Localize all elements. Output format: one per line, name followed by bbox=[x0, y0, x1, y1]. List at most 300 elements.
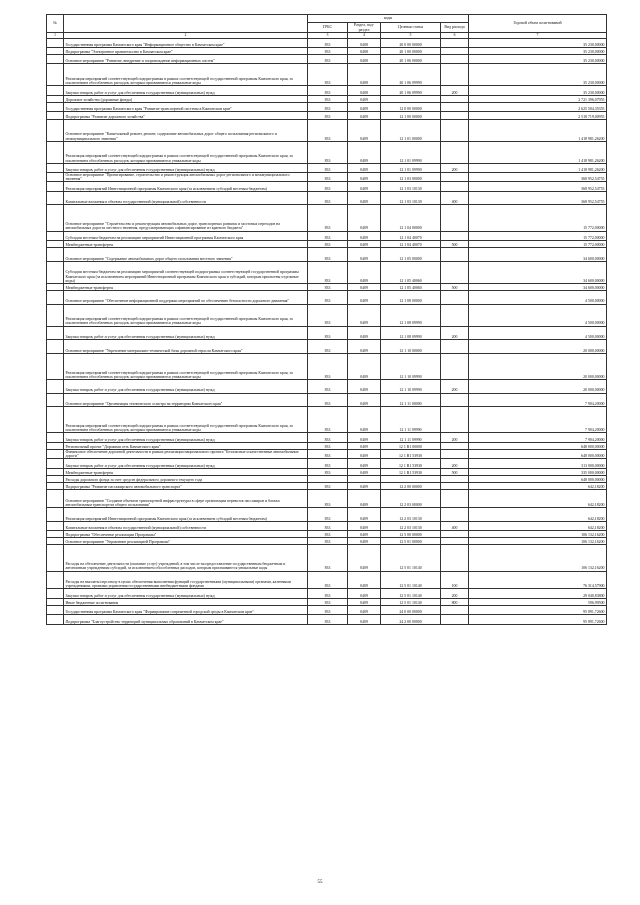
header-num: 4 bbox=[348, 33, 381, 39]
cell-razdel: 0409 bbox=[348, 340, 381, 354]
table-row bbox=[47, 304, 607, 326]
cell-name: Иные бюджетные ассигнования bbox=[64, 598, 308, 605]
cell-name: Основное мероприятие "Организация технического осмотра на территории Камчатского края" bbox=[64, 393, 308, 407]
cell-razdel: 0409 bbox=[348, 304, 381, 326]
cell-razdel: 0409 bbox=[348, 379, 381, 393]
cell-no bbox=[47, 119, 64, 141]
table-row bbox=[47, 379, 607, 393]
cell-razdel: 0408 bbox=[348, 55, 381, 64]
cell-razdel: 0409 bbox=[348, 449, 381, 458]
cell-expense-type bbox=[441, 261, 469, 283]
cell-no bbox=[47, 530, 64, 537]
cell-name: Основное мероприятие "Содержание автомобильных дорог общего пользования местного значения" bbox=[64, 248, 308, 262]
cell-grbs: 833 bbox=[308, 173, 348, 182]
cell-razdel: 0409 bbox=[348, 290, 381, 304]
cell-amount: 15 772,00000 bbox=[469, 205, 607, 231]
table-row bbox=[47, 393, 607, 407]
cell-amount: 34 600,00000 bbox=[469, 283, 607, 290]
cell-razdel: 0409 bbox=[348, 530, 381, 537]
cell-grbs: 833 bbox=[308, 407, 348, 433]
table-row bbox=[47, 55, 607, 64]
header-vr: Вид расхода bbox=[441, 23, 469, 33]
header-codes: коды bbox=[308, 15, 469, 23]
cell-name: Расходы дорожного фонда за счет средств федерального дорожного текущего года bbox=[64, 475, 308, 482]
cell-expense-type bbox=[441, 119, 469, 141]
cell-grbs: 833 bbox=[308, 38, 348, 47]
cell-amount: 368 952,54755 bbox=[469, 182, 607, 191]
cell-target-article: 12 1 10 09990 bbox=[381, 353, 441, 379]
cell-expense-type bbox=[441, 340, 469, 354]
cell-target-article: 12 1 04 40070 bbox=[381, 240, 441, 247]
cell-amount: 7 904,20000 bbox=[469, 407, 607, 433]
cell-expense-type: 400 bbox=[441, 191, 469, 205]
cell-target-article: 12 1 03 00000 bbox=[381, 173, 441, 182]
cell-amount: 1 418 981,26200 bbox=[469, 141, 607, 163]
cell-expense-type: 500 bbox=[441, 283, 469, 290]
cell-expense-type bbox=[441, 231, 469, 240]
cell-amount: 4 500,00000 bbox=[469, 304, 607, 326]
cell-razdel: 0409 bbox=[348, 119, 381, 141]
cell-razdel: 0409 bbox=[348, 393, 381, 407]
cell-expense-type bbox=[441, 538, 469, 545]
table-row bbox=[47, 163, 607, 172]
cell-target-article: 12 1 01 09990 bbox=[381, 141, 441, 163]
table-row bbox=[47, 326, 607, 340]
cell-amount: 642,18200 bbox=[469, 521, 607, 530]
header-sum: Годовой объем ассигнований bbox=[469, 15, 607, 33]
cell-grbs: 833 bbox=[308, 598, 348, 605]
header-num: 1 bbox=[47, 33, 64, 39]
cell-razdel: 0409 bbox=[348, 173, 381, 182]
table-row bbox=[47, 353, 607, 379]
table-row bbox=[47, 231, 607, 240]
cell-name: Закупка товаров, работ и услуг для обеспечения государственных (муниципальных) нужд bbox=[64, 433, 308, 442]
cell-amount: 1 418 981,26200 bbox=[469, 119, 607, 141]
cell-target-article: 12 2 03 10130 bbox=[381, 521, 441, 530]
cell-no bbox=[47, 615, 64, 624]
cell-no bbox=[47, 141, 64, 163]
cell-amount: 106 132,16200 bbox=[469, 538, 607, 545]
cell-name: Подпрограмма "Развитие дорожного хозяйства" bbox=[64, 112, 308, 119]
cell-expense-type bbox=[441, 205, 469, 231]
table-row bbox=[47, 173, 607, 182]
table-row bbox=[47, 459, 607, 468]
cell-expense-type bbox=[441, 475, 469, 482]
cell-target-article: 12 1 R1 00000 bbox=[381, 442, 441, 449]
cell-target-article: 12 1 05 40060 bbox=[381, 261, 441, 283]
table-row bbox=[47, 615, 607, 624]
table-row bbox=[47, 103, 607, 112]
table-row bbox=[47, 490, 607, 508]
cell-grbs: 833 bbox=[308, 86, 348, 95]
cell-amount: 368 952,54755 bbox=[469, 191, 607, 205]
cell-razdel: 0409 bbox=[348, 468, 381, 475]
header-no: № bbox=[47, 15, 64, 33]
cell-expense-type bbox=[441, 605, 469, 614]
cell-no bbox=[47, 248, 64, 262]
cell-name: Основное мероприятие "Укрепление материально-технической базы дорожной отрасли Камчатского края" bbox=[64, 340, 308, 354]
table-row bbox=[47, 449, 607, 458]
table-row bbox=[47, 407, 607, 433]
cell-grbs: 833 bbox=[308, 379, 348, 393]
cell-grbs: 833 bbox=[308, 64, 348, 86]
cell-no bbox=[47, 468, 64, 475]
table-row bbox=[47, 545, 607, 571]
budget-table bbox=[46, 14, 607, 625]
cell-razdel: 0409 bbox=[348, 508, 381, 522]
table-row bbox=[47, 95, 607, 102]
cell-grbs: 833 bbox=[308, 326, 348, 340]
cell-amount: 648 000,00000 bbox=[469, 442, 607, 449]
cell-target-article: 12 5 01 10140 bbox=[381, 545, 441, 571]
table-row bbox=[47, 475, 607, 482]
cell-target-article: 12 2 03 00000 bbox=[381, 490, 441, 508]
cell-name: Межбюджетные трансферты bbox=[64, 283, 308, 290]
cell-grbs: 833 bbox=[308, 112, 348, 119]
cell-razdel: 0408 bbox=[348, 64, 381, 86]
cell-no bbox=[47, 64, 64, 86]
header-num: 2 bbox=[64, 33, 308, 39]
cell-expense-type bbox=[441, 55, 469, 64]
cell-grbs: 833 bbox=[308, 103, 348, 112]
table-row bbox=[47, 248, 607, 262]
cell-name: Закупка товаров, работ и услуг для обеспечения государственных (муниципальных) нужд bbox=[64, 589, 308, 598]
cell-amount: 20 000,00000 bbox=[469, 340, 607, 354]
cell-expense-type bbox=[441, 530, 469, 537]
table-row bbox=[47, 589, 607, 598]
cell-no bbox=[47, 407, 64, 433]
cell-name: Реализация мероприятий Инвестиционной программы Камчатского края (за исключением субсидий местным бюджетам) bbox=[64, 508, 308, 522]
table-row bbox=[47, 290, 607, 304]
cell-no bbox=[47, 483, 64, 490]
cell-name: Государственная программа Камчатского края "Формирование современной городской среды в Камчатском крае" bbox=[64, 605, 308, 614]
cell-name: Государственная программа Камчатского края "Информационное общество в Камчатском крае" bbox=[64, 38, 308, 47]
cell-expense-type bbox=[441, 64, 469, 86]
table-row bbox=[47, 112, 607, 119]
cell-no bbox=[47, 38, 64, 47]
cell-name: Государственная программа Камчатского края "Развитие транспортной системы в Камчатском крае" bbox=[64, 103, 308, 112]
cell-no bbox=[47, 191, 64, 205]
table-row bbox=[47, 191, 607, 205]
cell-grbs: 833 bbox=[308, 615, 348, 624]
cell-name: Расходы на обеспечение деятельности (оказание услуг) учреждений, в том числе на предоставление государственным бюджетным и автономным учреждениям субсидий, за исключением обособленных расходов, которым присваиваются уникальные коды bbox=[64, 545, 308, 571]
page-number: 55 bbox=[317, 880, 323, 885]
cell-amount: 76 314,57900 bbox=[469, 571, 607, 589]
table-row bbox=[47, 571, 607, 589]
cell-expense-type: 500 bbox=[441, 240, 469, 247]
cell-expense-type bbox=[441, 483, 469, 490]
cell-grbs: 833 bbox=[308, 95, 348, 102]
cell-expense-type bbox=[441, 615, 469, 624]
cell-name: Межбюджетные трансферты bbox=[64, 468, 308, 475]
cell-target-article: 24 2 00 00000 bbox=[381, 615, 441, 624]
cell-amount: 4 500,00000 bbox=[469, 290, 607, 304]
cell-expense-type: 200 bbox=[441, 86, 469, 95]
cell-expense-type: 100 bbox=[441, 571, 469, 589]
cell-expense-type bbox=[441, 508, 469, 522]
cell-name: Реализация мероприятий соответствующей подпрограммы в рамках соответствующей государственной программы Камчатского края, за исключением обособленных расходов, которым присваиваются уникальные коды bbox=[64, 64, 308, 86]
cell-name: Дорожное хозяйство (дорожные фонды) bbox=[64, 95, 308, 102]
cell-grbs: 833 bbox=[308, 571, 348, 589]
cell-expense-type bbox=[441, 38, 469, 47]
cell-target-article: 24 0 00 00000 bbox=[381, 605, 441, 614]
cell-no bbox=[47, 571, 64, 589]
cell-expense-type: 400 bbox=[441, 521, 469, 530]
table-row bbox=[47, 442, 607, 449]
cell-razdel: 0409 bbox=[348, 141, 381, 163]
cell-expense-type bbox=[441, 304, 469, 326]
cell-target-article: 12 1 01 09990 bbox=[381, 163, 441, 172]
table-row bbox=[47, 38, 607, 47]
cell-razdel: 0409 bbox=[348, 459, 381, 468]
cell-target-article: 12 1 05 40060 bbox=[381, 283, 441, 290]
cell-amount: 648 000,00000 bbox=[469, 475, 607, 482]
cell-name: Капитальные вложения в объекты государственной (муниципальной) собственности bbox=[64, 191, 308, 205]
cell-razdel: 0409 bbox=[348, 615, 381, 624]
cell-name: Основное мероприятие "Строительство и реконструкция автомобильных дорог, транспортных развязок и мостовых переходов на автомобильных дорогах местного значения, предусматривающих софинансирование из краевого бюджета" bbox=[64, 205, 308, 231]
cell-razdel: 0409 bbox=[348, 95, 381, 102]
cell-amount: 34 600,00000 bbox=[469, 248, 607, 262]
cell-amount: 4 500,00000 bbox=[469, 326, 607, 340]
cell-grbs: 833 bbox=[308, 545, 348, 571]
cell-target-article: 12 5 00 00000 bbox=[381, 530, 441, 537]
cell-target-article: 12 1 R1 53930 bbox=[381, 468, 441, 475]
cell-target-article: 12 1 10 00000 bbox=[381, 340, 441, 354]
cell-expense-type bbox=[441, 103, 469, 112]
cell-no bbox=[47, 589, 64, 598]
cell-amount: 35 230,00000 bbox=[469, 64, 607, 86]
cell-target-article: 12 5 01 10140 bbox=[381, 589, 441, 598]
cell-no bbox=[47, 95, 64, 102]
cell-target-article: 12 1 00 00000 bbox=[381, 112, 441, 119]
cell-no bbox=[47, 103, 64, 112]
cell-grbs: 833 bbox=[308, 290, 348, 304]
cell-name: Закупка товаров, работ и услуг для обеспечения государственных (муниципальных) нужд bbox=[64, 379, 308, 393]
table-row bbox=[47, 483, 607, 490]
cell-target-article: 12 1 05 00000 bbox=[381, 248, 441, 262]
header-cs: Целевая статья bbox=[381, 23, 441, 33]
cell-expense-type bbox=[441, 545, 469, 571]
cell-expense-type bbox=[441, 353, 469, 379]
cell-name: Закупка товаров, работ и услуг для обеспечения государственных (муниципальных) нужд bbox=[64, 326, 308, 340]
cell-no bbox=[47, 173, 64, 182]
cell-expense-type bbox=[441, 141, 469, 163]
cell-no bbox=[47, 283, 64, 290]
cell-expense-type bbox=[441, 393, 469, 407]
cell-grbs: 833 bbox=[308, 433, 348, 442]
cell-amount: 335 000,00000 bbox=[469, 468, 607, 475]
cell-target-article: 12 0 00 00000 bbox=[381, 103, 441, 112]
cell-no bbox=[47, 326, 64, 340]
cell-name: Основное мероприятие "Управление реализацией Программы" bbox=[64, 538, 308, 545]
cell-name: Капитальные вложения в объекты государственной (муниципальной) собственности bbox=[64, 521, 308, 530]
cell-name: Закупка товаров, работ и услуг для обеспечения государственных (муниципальных) нужд bbox=[64, 163, 308, 172]
table-row bbox=[47, 538, 607, 545]
header-grbs: ГРБС bbox=[308, 23, 348, 33]
cell-grbs bbox=[308, 475, 348, 482]
cell-no bbox=[47, 521, 64, 530]
cell-name: Субсидии местным бюджетам на реализацию мероприятий Инвестиционной программы Камчатского края bbox=[64, 231, 308, 240]
cell-expense-type bbox=[441, 173, 469, 182]
table-row bbox=[47, 182, 607, 191]
cell-name: Реализация мероприятий соответствующей подпрограммы в рамках соответствующей государственной программы Камчатского края, за исключением обособленных расходов, которым присваиваются уникальные коды bbox=[64, 353, 308, 379]
table-row bbox=[47, 340, 607, 354]
cell-target-article: 20 1 06 00000 bbox=[381, 55, 441, 64]
cell-target-article: 12 1 03 10130 bbox=[381, 182, 441, 191]
cell-grbs: 833 bbox=[308, 538, 348, 545]
cell-name: Межбюджетные трансферты bbox=[64, 240, 308, 247]
table-row bbox=[47, 521, 607, 530]
cell-expense-type bbox=[441, 449, 469, 458]
cell-no bbox=[47, 598, 64, 605]
cell-razdel: 0409 bbox=[348, 353, 381, 379]
cell-razdel: 0409 bbox=[348, 571, 381, 589]
cell-no bbox=[47, 205, 64, 231]
cell-grbs: 833 bbox=[308, 449, 348, 458]
cell-target-article: 12 1 01 00000 bbox=[381, 119, 441, 141]
cell-grbs: 833 bbox=[308, 442, 348, 449]
cell-amount: 2 518 719,00955 bbox=[469, 112, 607, 119]
cell-target-article: 20 1 00 00000 bbox=[381, 47, 441, 54]
cell-target-article bbox=[381, 475, 441, 482]
cell-no bbox=[47, 449, 64, 458]
cell-amount: 35 230,00000 bbox=[469, 55, 607, 64]
cell-expense-type bbox=[441, 290, 469, 304]
cell-expense-type bbox=[441, 182, 469, 191]
cell-name: Подпрограмма "Электронное правительство в Камчатском крае" bbox=[64, 47, 308, 54]
cell-amount: 7 904,20000 bbox=[469, 433, 607, 442]
cell-amount: 106 132,16200 bbox=[469, 530, 607, 537]
table-row bbox=[47, 508, 607, 522]
cell-expense-type: 200 bbox=[441, 459, 469, 468]
cell-expense-type bbox=[441, 47, 469, 54]
cell-target-article: 20 1 06 09990 bbox=[381, 64, 441, 86]
cell-razdel: 0409 bbox=[348, 261, 381, 283]
cell-amount: 2 721 396,07955 bbox=[469, 95, 607, 102]
cell-target-article: 12 5 01 00000 bbox=[381, 538, 441, 545]
table-body bbox=[47, 38, 607, 624]
cell-no bbox=[47, 240, 64, 247]
cell-expense-type: 200 bbox=[441, 433, 469, 442]
cell-target-article: 20 0 00 00000 bbox=[381, 38, 441, 47]
cell-grbs: 833 bbox=[308, 55, 348, 64]
cell-razdel: 0409 bbox=[348, 191, 381, 205]
cell-amount: 35 230,00000 bbox=[469, 47, 607, 54]
cell-amount: 596,99500 bbox=[469, 598, 607, 605]
cell-grbs: 833 bbox=[308, 589, 348, 598]
cell-razdel: 0409 bbox=[348, 598, 381, 605]
cell-name: Основное мероприятие "Создание объектов транспортной инфраструктуры в сфере организации перевозок пассажиров и багажа автомобильным транспортом общего пользования" bbox=[64, 490, 308, 508]
cell-target-article: 20 1 06 09990 bbox=[381, 86, 441, 95]
cell-grbs: 833 bbox=[308, 119, 348, 141]
table-row bbox=[47, 47, 607, 54]
table-row bbox=[47, 468, 607, 475]
cell-razdel: 0409 bbox=[348, 326, 381, 340]
cell-razdel: 0408 bbox=[348, 86, 381, 95]
cell-no bbox=[47, 55, 64, 64]
cell-amount: 95 891,72600 bbox=[469, 615, 607, 624]
cell-razdel: 0408 bbox=[348, 47, 381, 54]
cell-no bbox=[47, 353, 64, 379]
cell-razdel: 0409 bbox=[348, 442, 381, 449]
cell-amount: 106 132,16200 bbox=[469, 545, 607, 571]
header-num: 3 bbox=[308, 33, 348, 39]
cell-name: Основное мероприятие "Обеспечение информационной поддержки мероприятий по обеспечению безопасности дорожного движения" bbox=[64, 290, 308, 304]
cell-target-article: 12 1 10 09990 bbox=[381, 379, 441, 393]
cell-razdel: 0409 bbox=[348, 205, 381, 231]
cell-expense-type bbox=[441, 490, 469, 508]
cell-amount: 20 000,00000 bbox=[469, 353, 607, 379]
table-row bbox=[47, 141, 607, 163]
cell-name: Закупка товаров, работ и услуг для обеспечения государственных (муниципальных) нужд bbox=[64, 459, 308, 468]
cell-grbs: 833 bbox=[308, 240, 348, 247]
cell-grbs: 833 bbox=[308, 508, 348, 522]
cell-target-article: 12 5 01 10140 bbox=[381, 598, 441, 605]
cell-grbs: 833 bbox=[308, 605, 348, 614]
cell-razdel: 0408 bbox=[348, 38, 381, 47]
cell-no bbox=[47, 393, 64, 407]
cell-expense-type: 200 bbox=[441, 379, 469, 393]
table-row bbox=[47, 119, 607, 141]
cell-razdel: 0409 bbox=[348, 283, 381, 290]
cell-expense-type bbox=[441, 112, 469, 119]
cell-no bbox=[47, 545, 64, 571]
cell-razdel: 0409 bbox=[348, 231, 381, 240]
cell-name: Основное мероприятие "Проектирование, строительство и реконструкция автомобильных дорог регионального и межмуниципального значения" bbox=[64, 173, 308, 182]
cell-no bbox=[47, 340, 64, 354]
cell-amount: 2 625 504,35355 bbox=[469, 103, 607, 112]
cell-name: Реализация мероприятий Инвестиционной программы Камчатского края (за исключением субсидий местным бюджетам) bbox=[64, 182, 308, 191]
cell-name: Основное мероприятие "Развитие, внедрение и сопровождение информационных систем" bbox=[64, 55, 308, 64]
cell-amount: 95 891,72600 bbox=[469, 605, 607, 614]
cell-target-article: 12 5 01 10140 bbox=[381, 571, 441, 589]
cell-amount: 642,18200 bbox=[469, 508, 607, 522]
cell-razdel: 0409 bbox=[348, 605, 381, 614]
cell-name: Реализация мероприятий соответствующей подпрограммы в рамках соответствующей государственной программы Камчатского края, за исключением обособленных расходов, которым присваиваются уникальные коды bbox=[64, 407, 308, 433]
cell-amount: 20 000,00000 bbox=[469, 379, 607, 393]
cell-razdel bbox=[348, 475, 381, 482]
cell-razdel: 0409 bbox=[348, 483, 381, 490]
cell-grbs: 833 bbox=[308, 163, 348, 172]
table-row bbox=[47, 605, 607, 614]
header-num: 6 bbox=[441, 33, 469, 39]
cell-grbs: 833 bbox=[308, 283, 348, 290]
cell-name: Подпрограмма "Обеспечение реализации Программы" bbox=[64, 530, 308, 537]
cell-no bbox=[47, 459, 64, 468]
cell-razdel: 0409 bbox=[348, 433, 381, 442]
cell-target-article bbox=[381, 95, 441, 102]
cell-target-article: 12 1 04 40070 bbox=[381, 231, 441, 240]
cell-name: Расходы на выплаты персоналу в целях обеспечения выполнения функций государственными (муниципальными) органами, казенными учреждениями, органами управления государственными внебюджетными фондами bbox=[64, 571, 308, 589]
cell-grbs: 833 bbox=[308, 141, 348, 163]
cell-razdel: 0409 bbox=[348, 490, 381, 508]
cell-amount: 29 040,83800 bbox=[469, 589, 607, 598]
cell-no bbox=[47, 490, 64, 508]
cell-amount: 15 772,00000 bbox=[469, 231, 607, 240]
cell-razdel: 0409 bbox=[348, 112, 381, 119]
cell-name: Подпрограмма "Благоустройство территорий муниципальных образований в Камчатском крае" bbox=[64, 615, 308, 624]
cell-no bbox=[47, 261, 64, 283]
cell-amount: 642,18200 bbox=[469, 490, 607, 508]
cell-name: Реализация мероприятий соответствующей подпрограммы в рамках соответствующей государственной программы Камчатского края, за исключением обособленных расходов, которым присваиваются уникальные коды bbox=[64, 304, 308, 326]
cell-target-article: 12 1 11 00000 bbox=[381, 393, 441, 407]
cell-amount: 7 904,20000 bbox=[469, 393, 607, 407]
cell-target-article: 12 1 R1 53930 bbox=[381, 459, 441, 468]
cell-expense-type: 200 bbox=[441, 589, 469, 598]
header-num: 7 bbox=[469, 33, 607, 39]
cell-expense-type bbox=[441, 407, 469, 433]
cell-expense-type: 200 bbox=[441, 326, 469, 340]
